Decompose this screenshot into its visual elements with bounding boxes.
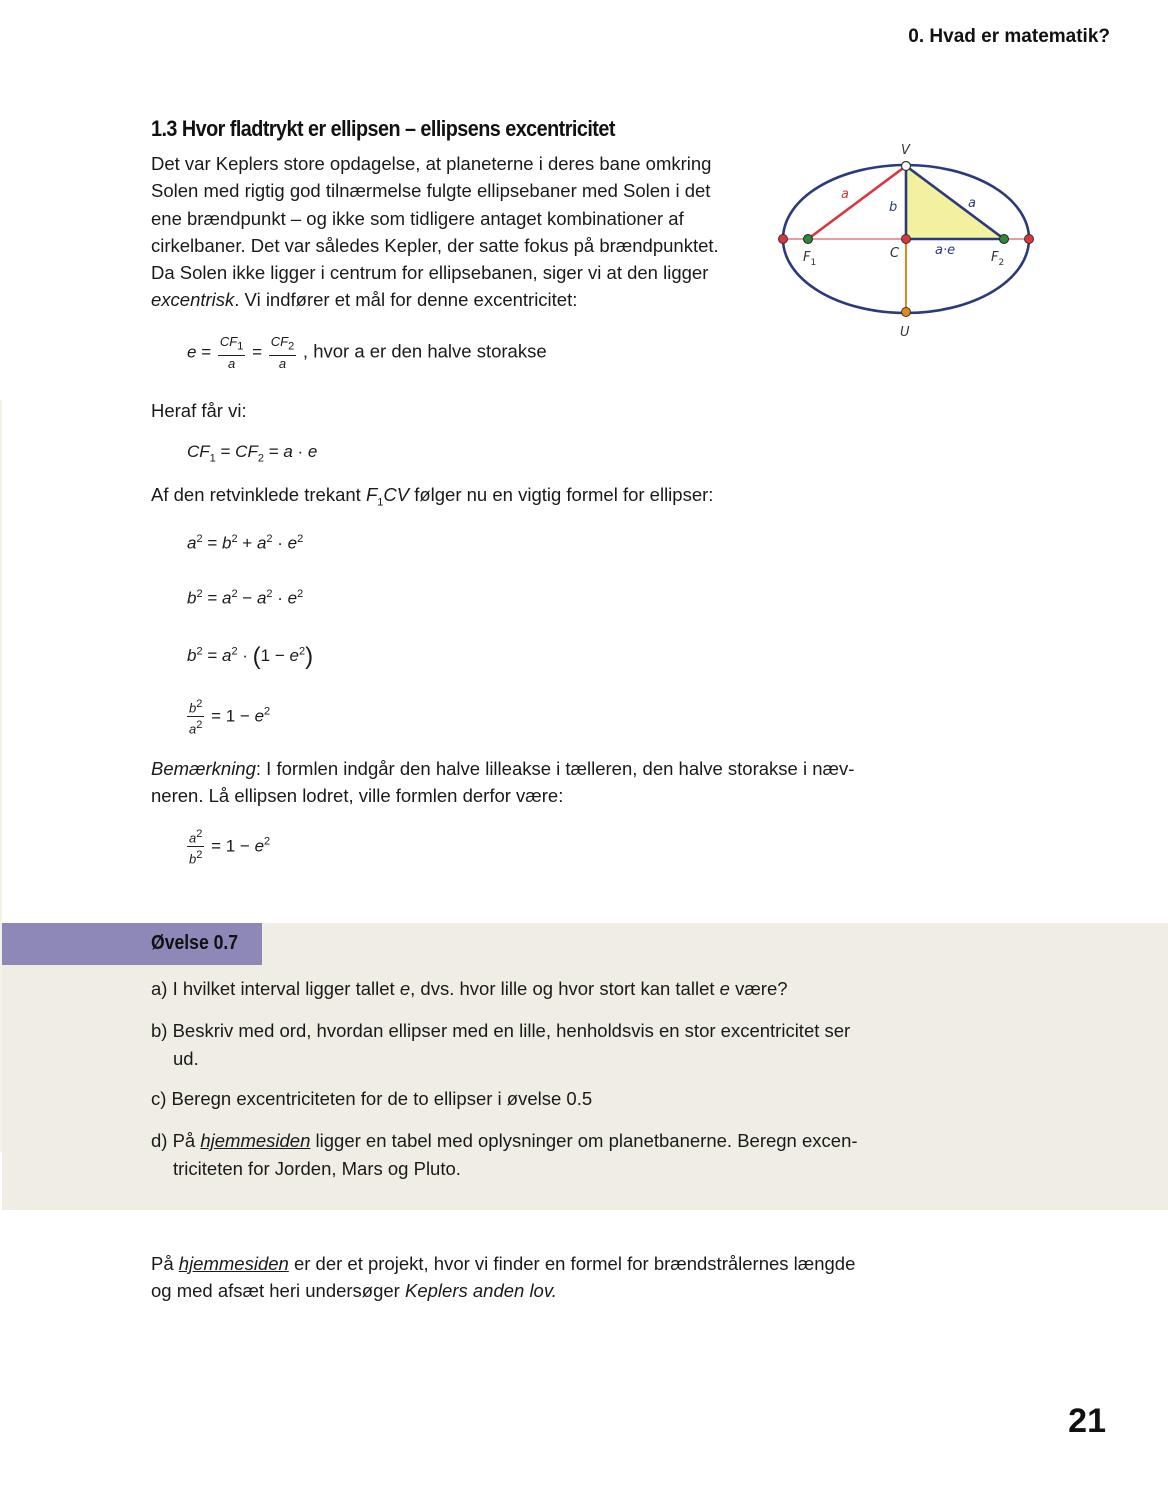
fraction-cf2-a: $\frac{CF_2}{a}$ xyxy=(270,334,295,371)
intro-line: Det var Keplers store opdagelse, at planeterne i deres bane omkring xyxy=(151,153,712,174)
fraction-b2-a2: $\frac{b^2}{a^2}$ xyxy=(189,698,203,737)
heraf-text: Heraf får vi: xyxy=(151,400,247,421)
equation-1: $a^2 = b^2 + a^2 \cdot e^2$ xyxy=(187,533,304,553)
focus-f1 xyxy=(804,235,813,244)
intro-paragraph xyxy=(151,150,761,314)
homepage-link[interactable]: hjemmesiden xyxy=(200,1130,311,1151)
equation-4: $\frac{b^2}{a^2}$ = $1 - e^2$ xyxy=(189,698,271,737)
remark-label: Bemærkning xyxy=(151,758,256,779)
exercise-b-line1: b) Beskriv med ord, hvordan ellipser med en lille, henholdsvis en stor excentricitet ser xyxy=(151,1020,851,1041)
exercise-item-d: d) På hjemmesiden ligger en tabel med oplysninger om planetbanerne. Beregn excen- triciteten for Jorden, Mars og Pluto. xyxy=(151,1127,901,1183)
equation-cf: $CF_1 = CF_2 = a \cdot e$ xyxy=(187,442,318,465)
label-c: C xyxy=(890,246,900,261)
label-f1: $F_1$ xyxy=(803,250,817,268)
eq-symbol: e xyxy=(187,342,197,362)
fraction-a2-b2: $\frac{a^2}{b^2}$ xyxy=(189,828,203,867)
equation-3: $b^2 = a^2 \cdot (1 - e^2)$ xyxy=(187,643,314,670)
retvinklede-text xyxy=(151,481,713,517)
excentrisk-term: excentrisk xyxy=(151,289,235,311)
exercise-d-line2: triciteten for Jorden, Mars og Pluto. xyxy=(173,1158,461,1179)
section-title: 1.3 Hvor fladtrykt er ellipsen – ellipsens excentricitet xyxy=(151,116,615,141)
vertex-right xyxy=(1025,235,1034,244)
vertex-u xyxy=(902,308,911,317)
center-c xyxy=(902,235,911,244)
intro-line-rest: . Vi indfører et mål for denne excentricitet: xyxy=(234,289,578,311)
ellipse-diagram xyxy=(770,138,1050,348)
triangle-name: $F_1CV$ xyxy=(365,484,410,509)
label-f2: $F_2$ xyxy=(991,250,1005,268)
footer-paragraph: På hjemmesiden er der et projekt, hvor vi finder en formel for brændstrålernes længde og med afsæt heri undersøger Keplers anden lov. xyxy=(151,1253,856,1302)
label-b: b xyxy=(889,200,898,215)
intro-line xyxy=(151,286,761,313)
label-u: U xyxy=(900,325,910,340)
equation-5: $\frac{a^2}{b^2}$ = $1 - e^2$ xyxy=(189,828,271,867)
exercise-item-b xyxy=(151,1017,901,1073)
eq-symbol: = xyxy=(201,342,216,362)
retvinklede-post: følger nu en vigtig formel for ellipser: xyxy=(409,484,714,505)
intro-line: cirkelbaner. Det var således Kepler, der satte fokus på brændpunktet. xyxy=(151,234,719,256)
label-v: V xyxy=(901,143,910,158)
intro-line: Solen med rigtig god tilnærmelse fulgte ellipsebaner med Solen i det xyxy=(151,180,711,202)
eq1-suffix: , hvor a er den halve storakse xyxy=(302,340,547,362)
triangle-c-v-f2 xyxy=(906,166,1004,239)
exercise-item-a: a) I hvilket interval ligger tallet e, dvs. hvor lille og hvor stort kan tallet e være? xyxy=(151,978,788,999)
exercise-item-c: c) Beregn excentriciteten for de to ellipser i øvelse 0.5 xyxy=(151,1088,593,1109)
intro-line: Da Solen ikke ligger i centrum for ellipsebanen, siger vi at den ligger xyxy=(151,262,709,284)
running-head: 0. Hvad er matematik? xyxy=(908,26,1110,47)
remark-line2: neren. Lå ellipsen lodret, ville formlen derfor være: xyxy=(151,785,564,807)
equation-2: $b^2 = a^2 - a^2 \cdot e^2$ xyxy=(187,588,304,608)
vertex-v xyxy=(902,162,911,171)
label-a-right: a xyxy=(968,196,976,211)
exercise-title: Øvelse 0.7 xyxy=(151,932,239,954)
page-number: 21 xyxy=(1068,1402,1106,1440)
label-ae: a·e xyxy=(935,243,956,258)
keplers-law-term: Keplers anden lov. xyxy=(405,1280,557,1302)
vertex-left xyxy=(779,235,788,244)
eccentricity-definition xyxy=(187,334,547,372)
fraction-cf1-a: $\frac{CF_1}{a}$ xyxy=(219,334,244,371)
retvinklede-pre: Af den retvinklede trekant xyxy=(151,484,366,505)
homepage-link[interactable]: hjemmesiden xyxy=(178,1253,289,1274)
remark-paragraph xyxy=(151,755,891,810)
focus-f2 xyxy=(1000,235,1009,244)
eq-symbol: = xyxy=(252,342,267,362)
intro-line: ene brændpunkt – og ikke som tidligere antaget kombinationer af xyxy=(151,207,684,229)
exercise-b-line2: ud. xyxy=(173,1048,199,1069)
label-a-left: a xyxy=(841,187,849,202)
remark-line1: : I formlen indgår den halve lilleakse i tælleren, den halve storakse i næv- xyxy=(255,758,855,779)
